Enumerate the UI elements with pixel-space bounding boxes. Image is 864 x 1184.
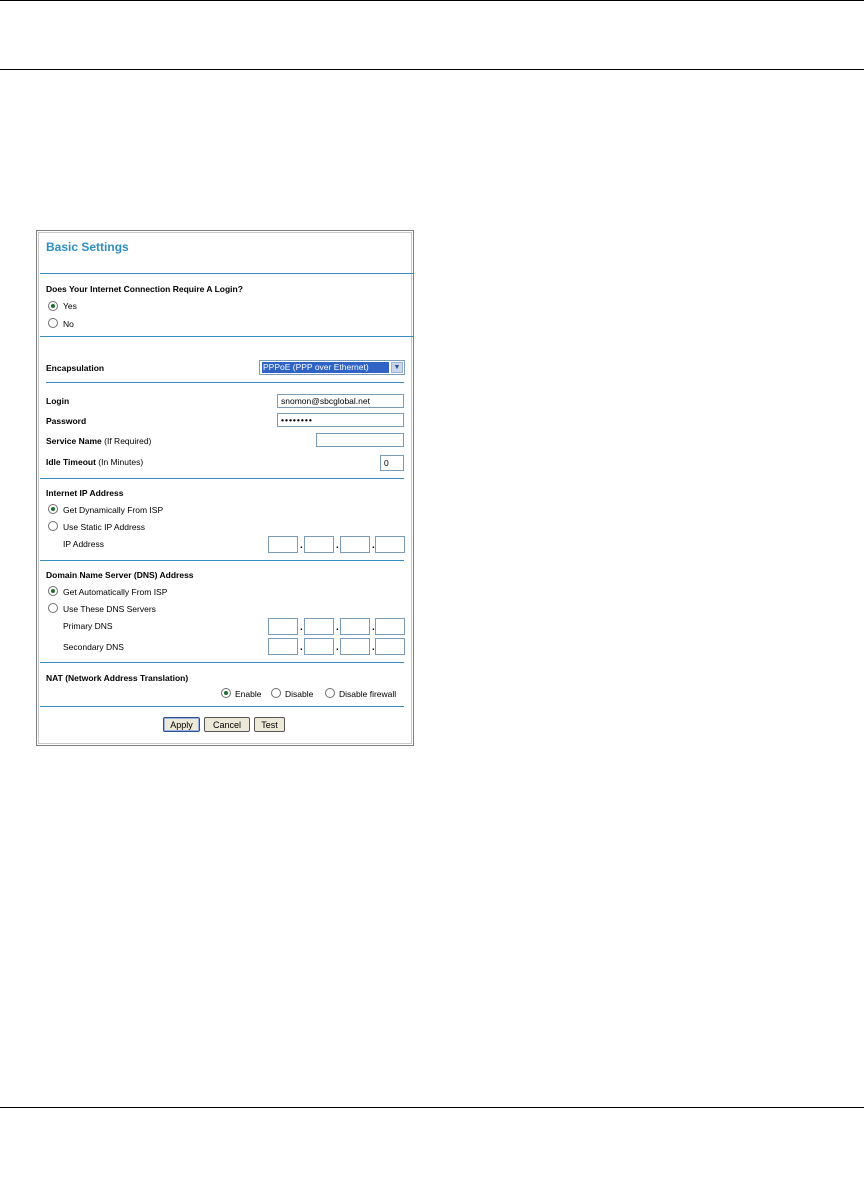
dns-auto-radio[interactable]	[48, 586, 58, 596]
idle-timeout-input[interactable]: 0	[380, 455, 404, 471]
octet-separator: .	[336, 642, 339, 653]
dns-auto-label: Get Automatically From ISP	[63, 587, 168, 597]
octet-separator: .	[300, 540, 303, 551]
page-footer-rule	[0, 1107, 864, 1108]
nat-disable-firewall-label: Disable firewall	[339, 689, 397, 699]
radio-selected-dot	[51, 589, 55, 593]
dns-manual-radio[interactable]	[48, 603, 58, 613]
encapsulation-label: Encapsulation	[46, 363, 105, 373]
primary-dns-label: Primary DNS	[63, 621, 113, 631]
primary-dns-octet-1[interactable]	[268, 618, 298, 635]
page-header-rule	[0, 69, 864, 70]
octet-separator: .	[300, 642, 303, 653]
divider	[40, 560, 404, 561]
login-no-label: No	[63, 319, 74, 329]
ip-octet-2[interactable]	[304, 536, 334, 553]
divider	[46, 382, 404, 383]
internet-ip-section-title: Internet IP Address	[46, 488, 124, 498]
password-input[interactable]: ••••••••	[277, 413, 404, 427]
cancel-button[interactable]: Cancel	[204, 717, 250, 732]
primary-dns-octet-4[interactable]	[375, 618, 405, 635]
service-name-input[interactable]	[316, 433, 404, 447]
nat-disable-firewall-radio[interactable]	[325, 688, 335, 698]
ip-octet-1[interactable]	[268, 536, 298, 553]
primary-dns-octet-2[interactable]	[304, 618, 334, 635]
divider	[40, 662, 404, 663]
primary-dns-octet-3[interactable]	[340, 618, 370, 635]
idle-timeout-label	[46, 457, 143, 467]
divider	[40, 706, 404, 707]
radio-selected-dot	[224, 691, 228, 695]
divider	[40, 273, 414, 274]
login-yes-label: Yes	[63, 301, 77, 311]
radio-selected-dot	[51, 304, 55, 308]
secondary-dns-label: Secondary DNS	[63, 642, 124, 652]
chevron-down-icon[interactable]: ▼	[391, 362, 403, 373]
idle-timeout-text: Idle Timeout	[46, 457, 96, 467]
test-button[interactable]: Test	[254, 717, 285, 732]
ip-octet-4[interactable]	[375, 536, 405, 553]
dns-manual-label: Use These DNS Servers	[63, 604, 156, 614]
dns-section-title: Domain Name Server (DNS) Address	[46, 570, 194, 580]
login-label: Login	[46, 396, 70, 406]
ip-static-label: Use Static IP Address	[63, 522, 146, 532]
ip-static-radio[interactable]	[48, 521, 58, 531]
octet-separator: .	[372, 642, 375, 653]
login-question-label: Does Your Internet Connection Require A Login?	[46, 284, 243, 294]
idle-timeout-hint: (In Minutes)	[98, 457, 144, 467]
panel-title: Basic Settings	[46, 240, 129, 254]
ip-address-label: IP Address	[63, 539, 104, 549]
nat-section-title: NAT (Network Address Translation)	[46, 673, 189, 683]
ip-dynamic-label: Get Dynamically From ISP	[63, 505, 164, 515]
octet-separator: .	[336, 540, 339, 551]
octet-separator: .	[372, 540, 375, 551]
secondary-dns-octet-2[interactable]	[304, 638, 334, 655]
octet-separator: .	[372, 622, 375, 633]
password-label: Password	[46, 416, 87, 426]
secondary-dns-octet-3[interactable]	[340, 638, 370, 655]
service-name-text: Service Name	[46, 436, 102, 446]
radio-selected-dot	[51, 507, 55, 511]
login-no-radio[interactable]	[48, 318, 58, 328]
octet-separator: .	[336, 622, 339, 633]
page-top-rule	[0, 0, 864, 1]
divider	[40, 478, 404, 479]
secondary-dns-octet-1[interactable]	[268, 638, 298, 655]
login-yes-radio[interactable]	[48, 301, 58, 311]
ip-dynamic-radio[interactable]	[48, 504, 58, 514]
service-name-hint: (If Required)	[104, 436, 152, 446]
ip-octet-3[interactable]	[340, 536, 370, 553]
nat-disable-radio[interactable]	[271, 688, 281, 698]
nat-enable-label: Enable	[235, 689, 262, 699]
nat-disable-label: Disable	[285, 689, 314, 699]
encapsulation-selected-value: PPPoE (PPP over Ethernet)	[262, 362, 389, 373]
apply-button[interactable]: Apply	[163, 717, 200, 732]
nat-enable-radio[interactable]	[221, 688, 231, 698]
service-name-label	[46, 436, 151, 446]
divider	[40, 336, 414, 337]
octet-separator: .	[300, 622, 303, 633]
login-input[interactable]: snomon@sbcglobal.net	[277, 394, 404, 408]
encapsulation-select[interactable]	[259, 360, 405, 375]
basic-settings-panel	[36, 230, 414, 746]
secondary-dns-octet-4[interactable]	[375, 638, 405, 655]
